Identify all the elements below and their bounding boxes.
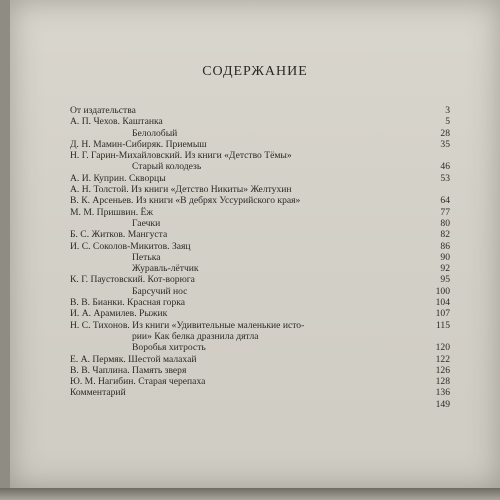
toc-author: Н. С. Тихонов.	[70, 319, 130, 331]
toc-entry-text	[70, 105, 136, 116]
toc-title: Кот-ворюга	[147, 274, 195, 286]
toc-entry	[70, 297, 450, 308]
toc-title: Из книги «В дебрях Уссурийского края»	[135, 195, 301, 207]
toc-entry	[70, 252, 450, 263]
toc-author: Б. С. Житков.	[70, 229, 126, 241]
toc-entry	[70, 263, 450, 274]
toc-page-number: 95	[440, 274, 450, 286]
toc-entry	[70, 286, 450, 297]
toc-author: В. В. Чаплина.	[70, 364, 130, 376]
toc-title: Гаечки	[132, 217, 161, 229]
toc-entry-text	[132, 342, 206, 353]
table-of-contents	[70, 105, 450, 410]
toc-entry	[70, 218, 450, 229]
toc-title: Приемыш	[165, 138, 207, 150]
toc-author: Е. А. Пермяк.	[70, 353, 126, 365]
toc-entry	[70, 376, 450, 387]
toc-author: А. И. Куприн.	[70, 172, 127, 184]
toc-title: Память зверя	[132, 364, 187, 376]
toc-entry	[70, 399, 450, 410]
toc-page-number: 107	[435, 308, 450, 320]
toc-title: Воробья хитрость	[132, 342, 206, 354]
toc-entry	[70, 195, 450, 206]
toc-entry-text	[70, 116, 163, 127]
toc-entry	[70, 229, 450, 240]
toc-entry-text	[70, 297, 185, 308]
toc-entry-text	[70, 229, 167, 240]
toc-page-number: 104	[435, 297, 450, 309]
toc-title: Из книги «Детство Тёмы»	[184, 150, 292, 162]
toc-title: Заяц	[171, 240, 191, 252]
toc-author: К. Г. Паустовский.	[70, 274, 146, 286]
toc-title: Петька	[132, 251, 161, 263]
toc-entry-text	[70, 320, 304, 331]
toc-entry	[70, 128, 450, 139]
toc-page-number: 120	[435, 342, 450, 354]
toc-author: Д. Н. Мамин-Сибиряк.	[70, 138, 164, 150]
toc-page-number: 149	[435, 398, 450, 410]
toc-author: В. К. Арсеньев.	[70, 195, 134, 207]
toc-page-number: 35	[440, 138, 450, 150]
toc-entry-text	[70, 308, 167, 319]
toc-title: Барсучий нос	[132, 285, 188, 297]
toc-entry-text	[70, 173, 166, 184]
toc-entry-text	[132, 161, 201, 172]
toc-entry-text	[70, 184, 292, 195]
toc-entry	[70, 308, 450, 319]
toc-entry-text	[70, 150, 292, 161]
toc-author: В. В. Бианки.	[70, 297, 125, 309]
toc-entry-text	[132, 263, 199, 274]
toc-page-number: 128	[435, 376, 450, 388]
toc-title: Журавль-лётчик	[132, 263, 199, 275]
toc-entry	[70, 342, 450, 353]
toc-page-number: 100	[435, 285, 450, 297]
toc-author: И. С. Соколов-Микитов.	[70, 240, 170, 252]
toc-page-number: 126	[435, 364, 450, 376]
toc-entry-text	[132, 286, 187, 297]
toc-entry	[70, 331, 450, 342]
toc-title: Каштанка	[122, 116, 163, 128]
toc-entry-text	[70, 195, 300, 206]
toc-title: Комментарий	[70, 387, 126, 399]
toc-page-number: 77	[440, 206, 450, 218]
toc-title: Из книги «Удивительные маленькие исто-	[132, 319, 305, 331]
toc-title: Старый колодезь	[132, 161, 202, 173]
toc-title: Из книги «Детство Никиты» Желтухин	[131, 184, 292, 196]
toc-entry-text	[70, 139, 207, 150]
toc-author: А. Н. Толстой.	[70, 184, 129, 196]
toc-entry-text	[132, 218, 160, 229]
toc-entry-text	[70, 241, 191, 252]
toc-page-number: 90	[440, 251, 450, 263]
toc-entry-text	[70, 207, 153, 218]
toc-page-number: 5	[445, 116, 450, 128]
toc-title: Скворцы	[128, 172, 166, 184]
toc-title: Белолобый	[132, 127, 178, 139]
toc-entry	[70, 387, 450, 398]
toc-entry	[70, 139, 450, 150]
toc-title: Красная горка	[127, 297, 186, 309]
toc-page-number: 3	[445, 105, 450, 116]
toc-entry	[70, 173, 450, 184]
toc-page-number: 82	[440, 229, 450, 241]
toc-entry-text	[132, 331, 259, 342]
toc-page-number: 92	[440, 263, 450, 275]
toc-page-number: 136	[435, 387, 450, 399]
toc-entry	[70, 116, 450, 127]
toc-entry-text	[70, 376, 205, 387]
toc-author: И. А. Арамилев.	[70, 308, 137, 320]
toc-page-number: 64	[440, 195, 450, 207]
toc-entry	[70, 274, 450, 285]
toc-author: М. М. Пришвин.	[70, 206, 139, 218]
toc-title: Рыжик	[139, 308, 168, 320]
toc-title: рии» Как белка дразнила дятла	[132, 330, 259, 342]
toc-page-number: 115	[435, 319, 450, 331]
toc-title: Шестой малахай	[128, 353, 197, 365]
toc-entry-text	[70, 354, 196, 365]
toc-title: Мангуста	[127, 229, 168, 241]
toc-entry-text	[132, 252, 161, 263]
toc-entry	[70, 105, 450, 116]
toc-entry	[70, 241, 450, 252]
toc-entry-text	[70, 387, 126, 398]
toc-page-number: 80	[440, 217, 450, 229]
page-title: СОДЕРЖАНИЕ	[202, 64, 308, 79]
toc-entry-text	[70, 365, 186, 376]
toc-title: От издательства	[70, 105, 136, 116]
toc-page-number: 86	[440, 240, 450, 252]
toc-page-number: 28	[440, 127, 450, 139]
toc-title: Старая черепаха	[138, 376, 206, 388]
toc-author: А. П. Чехов.	[70, 116, 120, 128]
toc-entry	[70, 207, 450, 218]
toc-entry	[70, 354, 450, 365]
toc-page-number: 122	[435, 353, 450, 365]
toc-author: Ю. М. Нагибин.	[70, 376, 136, 388]
book-page	[10, 0, 500, 488]
toc-entry	[70, 150, 450, 161]
toc-entry	[70, 320, 450, 331]
toc-title: Ёж	[140, 206, 154, 218]
toc-entry	[70, 365, 450, 376]
toc-entry	[70, 184, 450, 195]
toc-entry-text	[132, 128, 177, 139]
toc-entry	[70, 161, 450, 172]
page-edge-shadow	[0, 488, 500, 500]
toc-entry-text	[70, 274, 195, 285]
toc-author: Н. Г. Гарин-Михайловский.	[70, 150, 183, 162]
toc-page-number: 46	[440, 161, 450, 173]
toc-page-number: 53	[440, 172, 450, 184]
